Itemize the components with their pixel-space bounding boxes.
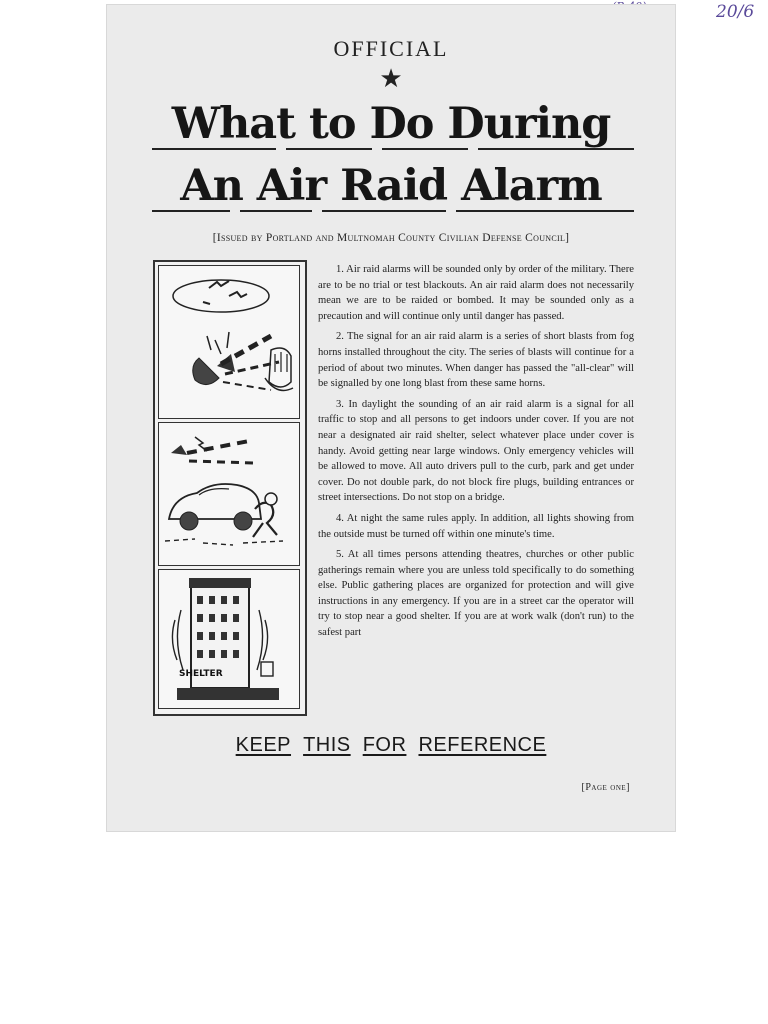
title-underline bbox=[478, 148, 634, 150]
page-number: [Page one] bbox=[581, 782, 630, 793]
title-underline bbox=[286, 148, 372, 150]
paragraph-1: 1. Air raid alarms will be sounded only by order of the military. There are to be no trial or test blackouts. An air raid alarm does not necessarily mean we are to be raided or bombed. It may be sounded only as a precaution and will continue only until danger has passed. bbox=[318, 264, 634, 322]
building-illustration-icon bbox=[159, 570, 299, 708]
title-underline bbox=[152, 210, 230, 212]
instructions-text bbox=[318, 262, 634, 646]
handwritten-note-corner: 20/6 bbox=[716, 2, 755, 22]
illustration-column bbox=[153, 260, 307, 716]
star-icon: ★ bbox=[379, 64, 403, 93]
horn-illustration-icon bbox=[159, 266, 299, 418]
title-underline bbox=[456, 210, 634, 212]
issued-by-line: [Issued by Portland and Multnomah County Civilian Defense Council] bbox=[212, 232, 570, 244]
keep-word: KEEP bbox=[235, 734, 292, 756]
keep-word: REFERENCE bbox=[418, 734, 547, 756]
car-illustration-icon bbox=[159, 423, 299, 565]
title-underline bbox=[382, 148, 468, 150]
keep-for-reference bbox=[106, 734, 676, 757]
shelter-sign: SHELTER bbox=[179, 669, 223, 679]
title-underline bbox=[152, 148, 276, 150]
paragraph-4: 4. At night the same rules apply. In addition, all lights showing from the outside must be turned off within one minute's time. bbox=[318, 512, 634, 540]
illustration-shelter-building bbox=[158, 569, 300, 709]
official-heading: OFFICIAL bbox=[333, 36, 449, 61]
title-underline bbox=[240, 210, 312, 212]
document-page bbox=[106, 4, 676, 832]
paragraph-3: 3. In daylight the sounding of an air raid alarm is a signal for all traffic to stop and all persons to get indoors under cover. If you are not near a designated air raid shelter, select whatever place under cover is handy. Avoid getting near large windows. Only emergency vehicles will be allowed to move. All auto drivers pull to the curb, park and get under cover. Do not double park, do not block fire plugs, building entrances or street intersections. Do not stop on a bridge. bbox=[318, 398, 634, 504]
paragraph-5: 5. At all times persons attending theatres, churches or other public gatherings remain where you are unless told specifically to do something else. Public gathering places are organized for protection and will give instructions in any emergency. If you are in a street car the operator will try to stop near a good shelter. If you are at work walk (don't run) to the safest part bbox=[318, 549, 634, 639]
illustration-traffic-stop bbox=[158, 422, 300, 566]
title-line-1: What to Do During bbox=[171, 99, 611, 149]
keep-word: THIS bbox=[303, 734, 351, 756]
title-line-2: An Air Raid Alarm bbox=[180, 161, 602, 211]
keep-word: FOR bbox=[362, 734, 407, 756]
paragraph-2: 2. The signal for an air raid alarm is a series of short blasts from fog horns installed throughout the city. The series of blasts will continue for a period of about two minutes. When danger has passed the "all-clear" will be signalled by one long blast from these same horns. bbox=[318, 331, 634, 390]
title-underline bbox=[322, 210, 446, 212]
illustration-air-raid-horn bbox=[158, 265, 300, 419]
